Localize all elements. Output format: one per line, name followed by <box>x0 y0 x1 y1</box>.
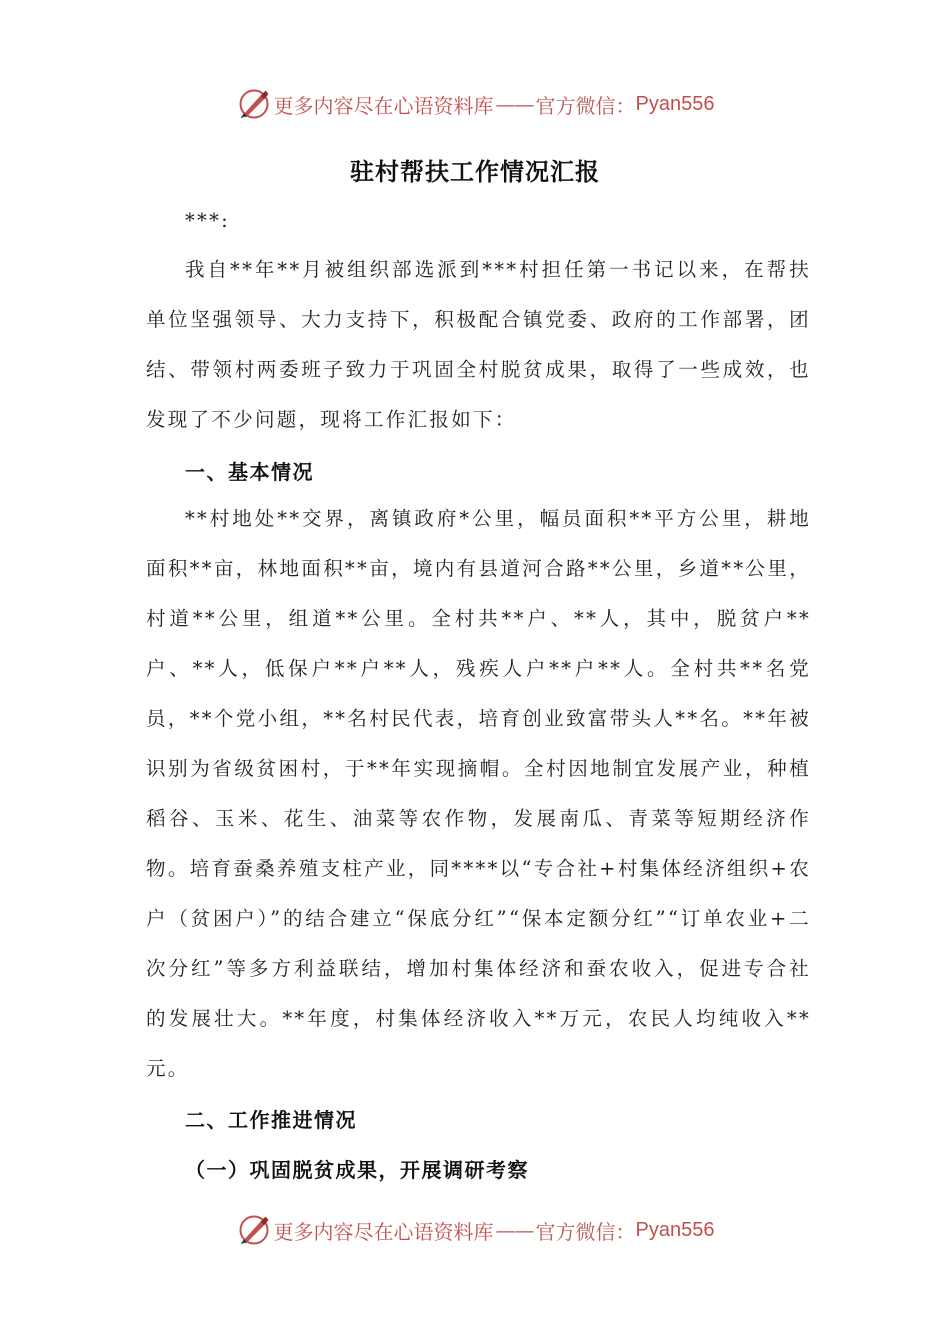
watermark-wechat-label: 官方微信： <box>535 93 636 118</box>
subsection-heading-consolidate: （一）巩固脱贫成果，开展调研考察 <box>185 1158 529 1182</box>
pen-logo-icon <box>236 86 272 122</box>
section-heading-basic-info: 一、基本情况 <box>185 460 314 484</box>
salutation: ***: <box>185 209 231 232</box>
watermark-wechat-id: Pyan556 <box>635 1218 715 1241</box>
watermark-banner-bottom <box>0 1210 950 1250</box>
intro-paragraph: 我自**年**月被组织部选派到***村担任第一书记以来，在帮扶单位坚强领导、大力支持下，积极配合镇党委、政府的工作部署，团结、带领村两委班子致力于巩固全村脱贫成果，取得了一些成效，也发现了不少问题，现将工作汇报如下： <box>146 258 811 431</box>
pen-logo-icon <box>236 1212 272 1248</box>
watermark-separator: —— <box>495 92 534 116</box>
watermark-banner-top <box>0 84 950 124</box>
watermark-site-text: 更多内容尽在心语资料库 <box>273 1219 494 1244</box>
watermark-separator: —— <box>495 1218 534 1242</box>
section-heading-work-progress: 二、工作推进情况 <box>185 1108 357 1132</box>
watermark-wechat-label: 官方微信： <box>535 1219 636 1244</box>
document-title: 驻村帮扶工作情况汇报 <box>350 157 600 186</box>
watermark-wechat-id: Pyan556 <box>635 92 715 115</box>
basic-info-paragraph: **村地处**交界，离镇政府*公里，幅员面积**平方公里，耕地面积**亩，林地面积**亩，境内有县道河合路**公里，乡道**公里，村道**公里，组道**公里。全村共**户、**人，其中，脱贫户**户、**人，低保户**户**人，残疾人户**户**人。全村共**名党员，**个党小组，**名村民代表，培育创业致富带头人**名。**年被识别为省级贫困村，于**年实现摘帽。全村因地制宜发展产业，种植稻谷、玉米、花生、油菜等农作物，发展南瓜、青菜等短期经济作物。培育蚕桑养殖支柱产业，同****以“专合社+村集体经济组织+农户（贫困户）”的结合建立“保底分红”“保本定额分红”“订单农业+二次分红”等多方利益联结，增加村集体经济和蚕农收入，促进专合社的发展壮大。**年度，村集体经济收入**万元，农民人均纯收入**元。 <box>146 507 811 1080</box>
watermark-site-text: 更多内容尽在心语资料库 <box>273 93 494 118</box>
